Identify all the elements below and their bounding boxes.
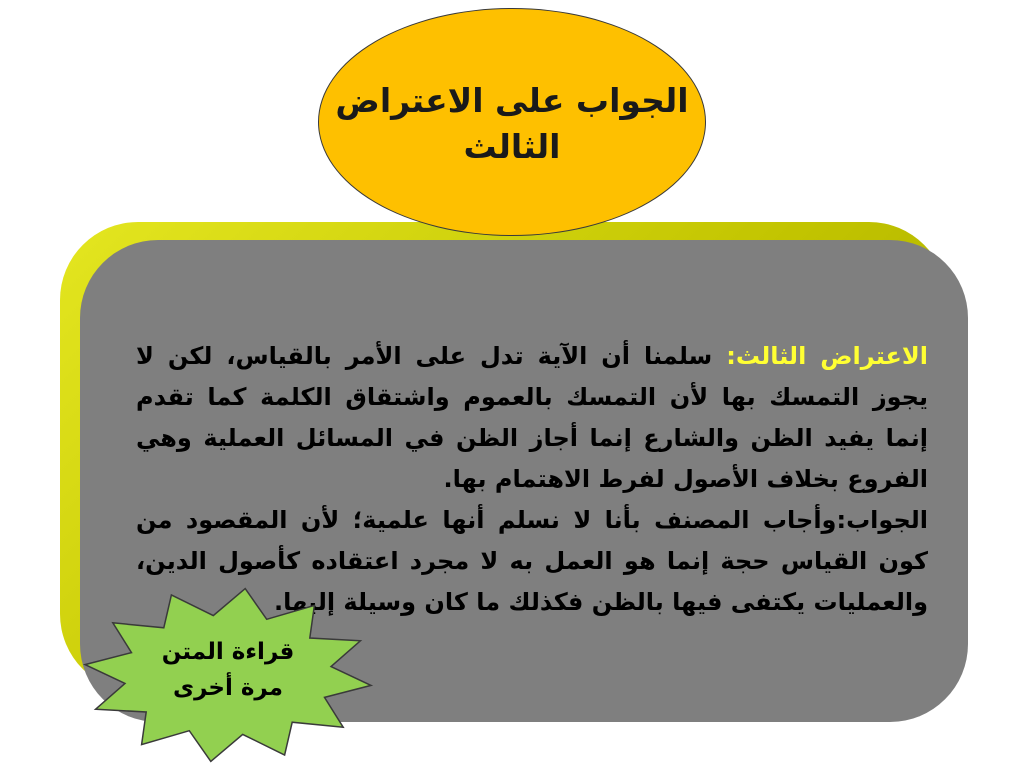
title-oval (318, 8, 706, 236)
title-line-2: الثالث (463, 127, 561, 166)
objection-text: سلمنا أن الآية تدل على الأمر بالقياس، لكن لا يجوز التمسك بها لأن التمسك بالعموم واشتقاق الكلمة كما تقدم إنما يفيد الظن والشارع إنما أجاز الظن في المسائل العملية وهي الفروع بخلاف الأصول لفرط الاهتمام بها. (136, 342, 928, 493)
objection-paragraph (136, 336, 928, 500)
title-line-1: الجواب على الاعتراض (335, 81, 689, 120)
reread-text-button[interactable] (82, 586, 374, 764)
badge-line-2: مرة أخرى (173, 675, 283, 701)
objection-label: الاعتراض الثالث: (726, 342, 928, 370)
badge-label (82, 634, 374, 706)
answer-paragraph: الجواب:وأجاب المصنف بأنا لا نسلم أنها علمية؛ لأن المقصود من كون القياس حجة إنما هو العمل به لا مجرد اعتقاده كأصول الدين، والعمليات يكتفى فيها بالظن فكذلك ما كان وسيلة إليها. (136, 506, 928, 616)
body-text (136, 336, 928, 623)
slide-title (335, 78, 688, 170)
badge-line-1: قراءة المتن (161, 639, 295, 665)
